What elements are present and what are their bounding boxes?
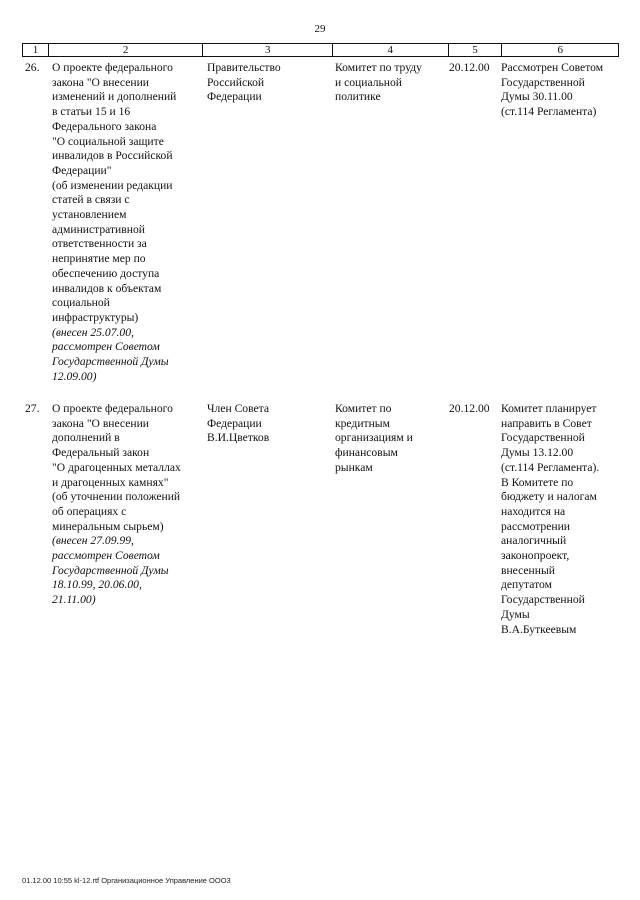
- text-line: Думы 30.11.00: [501, 90, 573, 104]
- page-number: 29: [314, 23, 326, 35]
- entry-title-lines: [52, 61, 202, 326]
- text-line: финансовым: [335, 446, 398, 460]
- text-line: Член Совета: [207, 402, 270, 415]
- entry-status: [501, 402, 619, 637]
- entry-number: 27.: [25, 402, 40, 415]
- entry-committee: [335, 61, 447, 105]
- text-line: внесенный: [501, 563, 555, 577]
- text-line: Государственной Думы: [52, 355, 169, 369]
- entry-note: [52, 534, 202, 608]
- entry-title: [52, 61, 202, 384]
- text-line: (внесен 25.07.00,: [52, 325, 134, 339]
- text-line: 21.11.00): [52, 593, 96, 607]
- text-line: закона "О внесении: [52, 416, 149, 430]
- text-line: рынкам: [335, 460, 373, 474]
- text-line: Думы: [501, 607, 530, 621]
- header-cell-4: 4: [333, 44, 449, 56]
- text-line: В Комитете по: [501, 475, 574, 489]
- text-line: "О драгоценных металлах: [52, 460, 181, 474]
- text-line: Комитет по труду: [335, 61, 422, 74]
- text-line: Федеральный закон: [52, 446, 150, 460]
- text-line: инвалидов в Российской: [52, 149, 173, 163]
- text-line: Правительство: [207, 61, 281, 74]
- text-line: обеспечению доступа: [52, 266, 160, 280]
- text-line: Государственной: [501, 593, 585, 607]
- text-line: политике: [335, 90, 381, 104]
- text-line: непринятие мер по: [52, 252, 146, 266]
- entry-submitter: [207, 402, 332, 446]
- text-line: Рассмотрен Советом: [501, 61, 604, 74]
- text-line: "О социальной защите: [52, 134, 164, 148]
- text-line: В.А.Буткеевым: [501, 622, 577, 636]
- entry-title: [52, 402, 202, 608]
- entry-date: 20.12.00: [449, 402, 490, 415]
- text-line: рассмотрен Советом: [52, 549, 160, 563]
- text-line: О проекте федерального: [52, 61, 173, 74]
- text-line: Российской: [207, 75, 265, 89]
- text-line: (об изменении редакции: [52, 178, 173, 192]
- text-line: бюджету и налогам: [501, 490, 597, 504]
- text-line: и социальной: [335, 75, 402, 89]
- entry-submitter: [207, 61, 332, 105]
- text-line: аналогичный: [501, 534, 567, 548]
- entry-title-lines: [52, 402, 202, 534]
- text-line: Думы 13.12.00: [501, 446, 574, 460]
- text-line: (ст.114 Регламента): [501, 105, 597, 119]
- text-line: статей в связи с: [52, 193, 130, 207]
- entry-note: [52, 326, 202, 385]
- text-line: Комитет по: [335, 402, 392, 415]
- entry-committee: [335, 402, 447, 476]
- text-line: в статьи 15 и 16: [52, 105, 131, 119]
- entry-status: [501, 61, 619, 120]
- text-line: Федерации: [207, 416, 262, 430]
- footer-file-info: 01.12.00 10:55 kl-12.rtf Организационное Управление ООО3: [22, 876, 231, 885]
- header-cell-6: 6: [557, 44, 563, 56]
- text-line: инвалидов к объектам: [52, 281, 162, 295]
- text-line: Государственной: [501, 75, 585, 89]
- text-line: и драгоценных камнях": [52, 475, 169, 489]
- text-line: закона "О внесении: [52, 75, 149, 89]
- text-line: социальной: [52, 296, 110, 310]
- text-line: (внесен 27.09.99,: [52, 534, 134, 548]
- text-line: установлением: [52, 208, 127, 222]
- header-cell-1: 1: [23, 44, 49, 56]
- text-line: (ст.114 Регламента).: [501, 460, 600, 474]
- text-line: изменений и дополнений: [52, 90, 177, 104]
- text-line: минеральным сырьем): [52, 519, 164, 533]
- text-line: О проекте федерального: [52, 402, 173, 415]
- text-line: Комитет планирует: [501, 402, 597, 415]
- text-line: Федерации: [207, 90, 262, 104]
- header-cell-3: 3: [203, 44, 333, 56]
- text-line: Федерального закона: [52, 119, 157, 133]
- text-line: дополнений в: [52, 431, 120, 445]
- header-cell-2: 2: [49, 44, 203, 56]
- text-line: депутатом: [501, 578, 552, 592]
- text-line: Государственной Думы: [52, 563, 169, 577]
- text-line: законопроект,: [501, 549, 570, 563]
- text-line: кредитным: [335, 416, 390, 430]
- header-cell-5: 5: [449, 44, 503, 56]
- text-line: рассмотрении: [501, 519, 570, 533]
- text-line: административной: [52, 222, 145, 236]
- entry-date: 20.12.00: [449, 61, 490, 74]
- text-line: находится на: [501, 504, 566, 518]
- text-line: (об уточнении положений: [52, 490, 181, 504]
- text-line: 12.09.00): [52, 369, 97, 383]
- text-line: ответственности за: [52, 237, 147, 251]
- text-line: В.И.Цветков: [207, 431, 270, 445]
- text-line: Федерации": [52, 163, 112, 177]
- text-line: направить в Совет: [501, 416, 592, 430]
- text-line: об операциях с: [52, 504, 127, 518]
- text-line: организациям и: [335, 431, 413, 445]
- text-line: 18.10.99, 20.06.00,: [52, 578, 142, 592]
- text-line: инфраструктуры): [52, 310, 139, 324]
- text-line: Государственной: [501, 431, 585, 445]
- entry-number: 26.: [25, 61, 40, 74]
- text-line: рассмотрен Советом: [52, 340, 160, 354]
- table-header-row: [22, 43, 619, 57]
